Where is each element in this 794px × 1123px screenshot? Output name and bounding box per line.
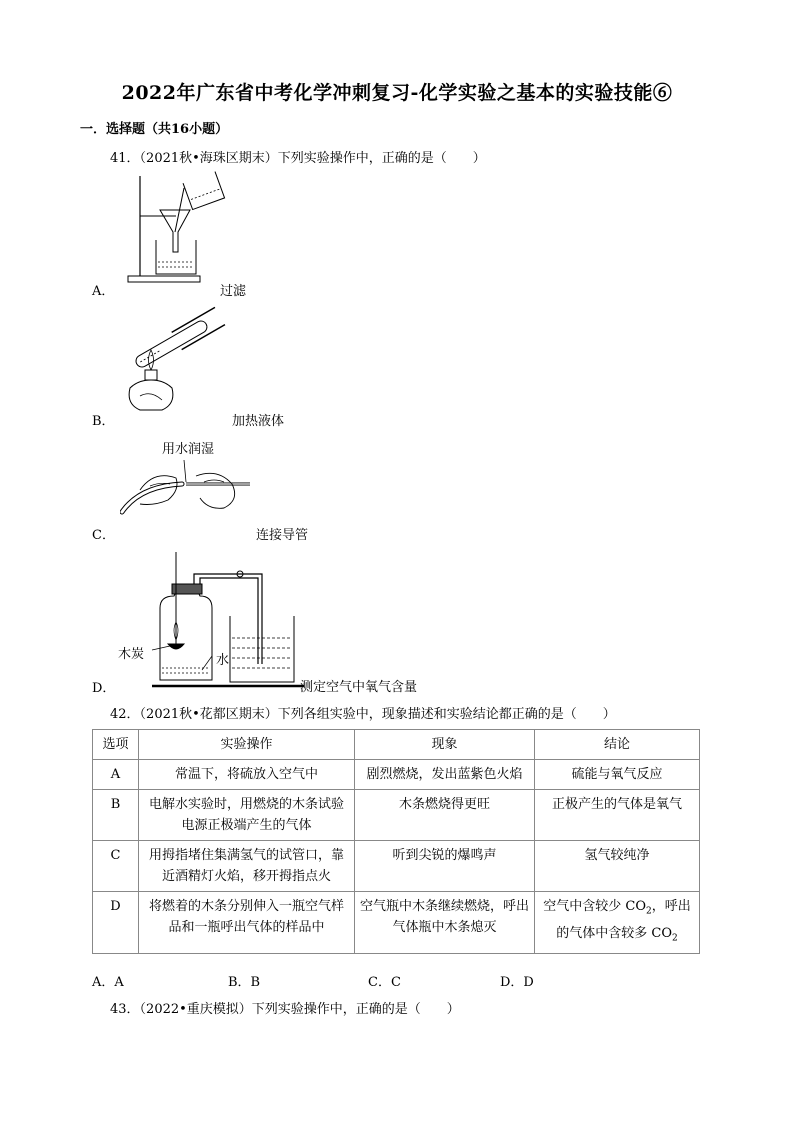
row-option: D	[93, 892, 139, 954]
row-phenomenon: 听到尖锐的爆鸣声	[355, 841, 535, 892]
option-a-caption: 过滤	[220, 284, 247, 299]
page-title: 2022年广东省中考化学冲刺复习-化学实验之基本的实验技能⑥	[121, 82, 673, 104]
option-a-label: A．	[92, 284, 115, 299]
row-operation: 电解水实验时，用燃烧的木条试验电源正极端产生的气体	[139, 790, 355, 841]
table-row	[93, 790, 700, 841]
answer-d: D．D	[500, 975, 534, 990]
header-operation: 实验操作	[139, 730, 355, 760]
question-42-stem: 42．（2021秋•花都区期末）下列各组实验中，现象描述和实验结论都正确的是（ ）	[110, 707, 616, 722]
section-heading: 一．选择题（共16小题）	[80, 122, 229, 137]
row-option: A	[93, 760, 139, 790]
row-phenomenon: 剧烈燃烧，发出蓝紫色火焰	[355, 760, 535, 790]
row-conclusion: 硫能与氧气反应	[535, 760, 700, 790]
row-operation: 常温下，将硫放入空气中	[139, 760, 355, 790]
option-c-caption: 连接导管	[256, 528, 309, 543]
row-conclusion: 正极产生的气体是氧气	[535, 790, 700, 841]
row-operation: 将燃着的木条分别伸入一瓶空气样品和一瓶呼出气体的样品中	[139, 892, 355, 954]
row-phenomenon: 木条燃烧得更旺	[355, 790, 535, 841]
option-d-label-charcoal: 木炭	[118, 647, 145, 662]
answer-b: B．B	[228, 975, 261, 990]
header-conclusion: 结论	[535, 730, 700, 760]
option-b-caption: 加热液体	[232, 414, 285, 429]
row-conclusion	[535, 892, 700, 954]
table-row	[93, 892, 700, 954]
option-d-label-water: 水	[216, 653, 230, 668]
question-41-stem: 41．（2021秋•海珠区期末）下列实验操作中，正确的是（ ）	[110, 151, 486, 166]
option-b-label: B．	[92, 414, 115, 429]
question-43-stem: 43．（2022•重庆模拟）下列实验操作中，正确的是（ ）	[110, 1002, 460, 1017]
table-row	[93, 841, 700, 892]
header-option: 选项	[93, 730, 139, 760]
option-d-caption: 测定空气中氧气含量	[300, 680, 418, 695]
answer-c: C．C	[368, 975, 401, 990]
subscript-2: 2	[646, 906, 652, 917]
option-c-label: C．	[92, 528, 115, 543]
answer-a: A．A	[92, 975, 124, 990]
heating-liquid-figure	[118, 306, 228, 416]
conclusion-part-2: ，呼出的气体中含较多 CO	[556, 899, 691, 941]
connect-tube-figure	[120, 456, 255, 526]
header-phenomenon: 现象	[355, 730, 535, 760]
row-conclusion: 氢气较纯净	[535, 841, 700, 892]
conclusion-part-1: 空气中含较少 CO	[543, 899, 646, 914]
subscript-2: 2	[672, 933, 678, 944]
row-option: C	[93, 841, 139, 892]
filtration-figure	[120, 170, 230, 292]
table-row	[93, 760, 700, 790]
row-operation: 用拇指堵住集满氢气的试管口，靠近酒精灯火焰，移开拇指点火	[139, 841, 355, 892]
row-option: B	[93, 790, 139, 841]
row-phenomenon: 空气瓶中木条继续燃烧，呼出气体瓶中木条熄灭	[355, 892, 535, 954]
option-d-label: D．	[92, 681, 116, 696]
table-header-row	[93, 730, 700, 760]
option-c-figure-label: 用水润湿	[162, 442, 215, 457]
experiment-table	[92, 729, 700, 954]
